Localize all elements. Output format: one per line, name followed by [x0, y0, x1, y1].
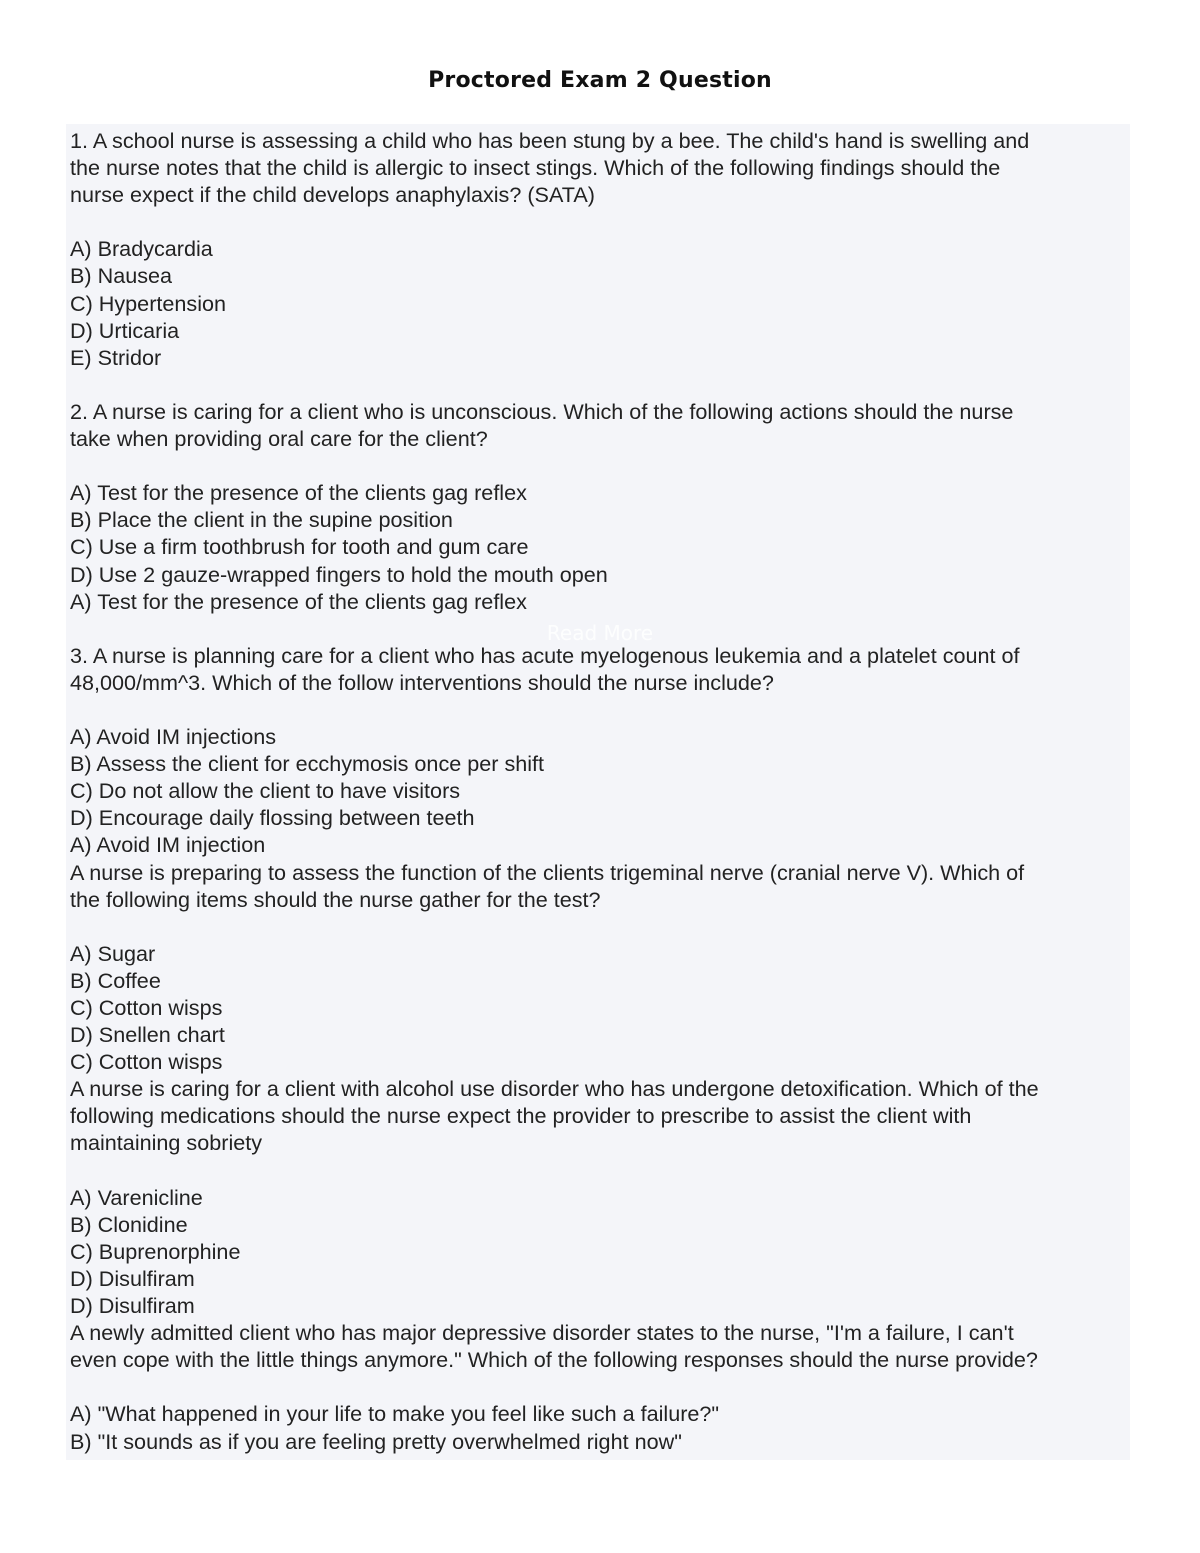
- answer-option: D) Urticaria: [70, 317, 180, 343]
- answer-option: B) Clonidine: [70, 1211, 188, 1237]
- text-line: take when providing oral care for the client?: [70, 426, 488, 452]
- answer-option: D) Snellen chart: [70, 1022, 225, 1048]
- answer-key: A) Avoid IM injection: [70, 832, 266, 858]
- text-line: following medications should the nurse expect the provider to prescribe to assist the client with: [70, 1103, 972, 1129]
- answer-option: A) "What happened in your life to make you feel like such a failure?": [70, 1401, 720, 1427]
- answer-option: B) Assess the client for ecchymosis once per shift: [70, 751, 545, 777]
- text-line: 48,000/mm^3. Which of the follow interventions should the nurse include?: [70, 669, 774, 695]
- answer-option: B) Coffee: [70, 967, 161, 993]
- answer-option: C) Cotton wisps: [70, 995, 223, 1020]
- answer-option: A) Test for the presence of the clients gag reflex: [70, 480, 527, 506]
- text-line: 3. A nurse is planning care for a client who has acute myelogenous leukemia and a platelet count of: [70, 642, 1020, 668]
- blank-line: [70, 1157, 1126, 1184]
- answer-option: A) Varenicline: [70, 1184, 203, 1210]
- answer-option: E) Stridor: [70, 344, 162, 370]
- page-title: Proctored Exam 2 Question: [428, 68, 772, 93]
- text-line: 1. A school nurse is assessing a child who has been stung by a bee. The child's hand is swelling and: [70, 128, 1030, 153]
- blank-line: [70, 913, 1126, 940]
- answer-option: C) Hypertension: [70, 290, 227, 316]
- answer-option: C) Use a firm toothbrush for tooth and gum care: [70, 534, 529, 560]
- blank-line: [70, 696, 1126, 723]
- answer-option: B) "It sounds as if you are feeling pretty overwhelmed right now": [70, 1428, 682, 1454]
- text-line: A newly admitted client who has major depressive disorder states to the nurse, "I'm a failure, I can't: [70, 1320, 1014, 1346]
- text-line: maintaining sobriety: [70, 1130, 263, 1156]
- answer-option: A) Bradycardia: [70, 236, 213, 262]
- text-line: A nurse is caring for a client with alcohol use disorder who has undergone detoxification. Which of the: [70, 1076, 1039, 1102]
- answer-option: D) Encourage daily flossing between teeth: [70, 805, 475, 831]
- blank-line: [70, 1373, 1126, 1400]
- answer-option: B) Nausea: [70, 263, 173, 289]
- answer-option: D) Use 2 gauze-wrapped fingers to hold the mouth open: [70, 561, 608, 587]
- text-line: A nurse is preparing to assess the function of the clients trigeminal nerve (cranial nerve V). Which of: [70, 859, 1025, 885]
- read-more-link[interactable]: Read More: [546, 621, 654, 645]
- answer-option: B) Place the client in the supine position: [70, 507, 453, 533]
- answer-key: D) Disulfiram: [70, 1293, 195, 1319]
- answer-option: C) Do not allow the client to have visitors: [70, 778, 461, 804]
- text-line: even cope with the little things anymore." Which of the following responses should the nurse provide?: [70, 1347, 1038, 1373]
- answer-option: A) Sugar: [70, 940, 156, 966]
- answer-option: C) Buprenorphine: [70, 1238, 241, 1264]
- answer-key: C) Cotton wisps: [70, 1049, 223, 1075]
- blank-line: [70, 371, 1126, 398]
- text-line: the following items should the nurse gather for the test?: [70, 886, 601, 912]
- answer-key: A) Test for the presence of the clients gag reflex: [70, 588, 527, 614]
- answer-option: A) Avoid IM injections: [70, 724, 277, 750]
- document-body: [66, 124, 1130, 1460]
- blank-line: [70, 452, 1126, 479]
- answer-option: D) Disulfiram: [70, 1265, 195, 1291]
- text-line: 2. A nurse is caring for a client who is unconscious. Which of the following actions should the nurse: [70, 398, 1014, 424]
- text-line: nurse expect if the child develops anaphylaxis? (SATA): [70, 182, 595, 208]
- text-line: the nurse notes that the child is allergic to insect stings. Which of the following findings should the: [70, 155, 1001, 181]
- blank-line: [70, 208, 1126, 235]
